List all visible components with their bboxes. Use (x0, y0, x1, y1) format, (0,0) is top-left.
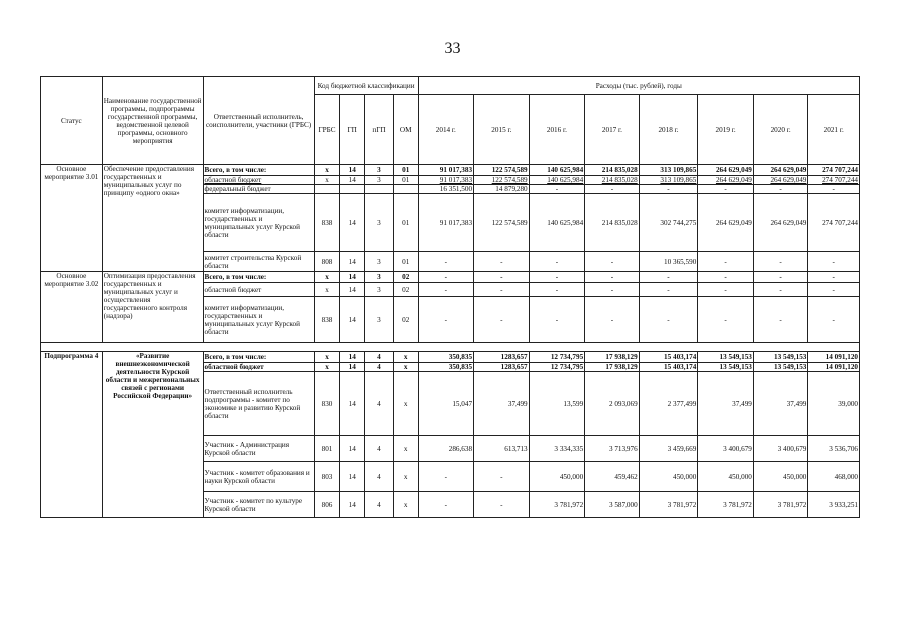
header-year: 2020 г. (753, 95, 808, 165)
row-value: 13 549,153 (698, 363, 754, 372)
row-value: - (474, 297, 530, 343)
row-value: 450,000 (529, 462, 585, 492)
row-value: 286,638 (418, 436, 474, 462)
row-value: - (529, 185, 585, 194)
row-value: - (585, 283, 640, 297)
row-value: - (529, 297, 585, 343)
header-budget-code: Код бюджетной классификации (314, 77, 418, 95)
row-code: 01 (393, 165, 418, 176)
row-value: - (418, 252, 474, 272)
row-value: 274 707,244 (808, 194, 860, 252)
row-code: 3 (365, 176, 394, 185)
row-code: x (314, 176, 340, 185)
row-value: 2 093,069 (585, 372, 640, 436)
row-value: - (474, 283, 530, 297)
row-value: - (585, 272, 640, 283)
row-value: 122 574,589 (474, 194, 530, 252)
row-code: x (314, 272, 340, 283)
row-code (314, 185, 340, 194)
row-value: - (639, 283, 698, 297)
header-year: 2014 г. (418, 95, 474, 165)
row-responsible: комитет строительства Курской области (203, 252, 314, 272)
row-value: - (639, 272, 698, 283)
row-value: 14 091,120 (808, 363, 860, 372)
header-year: 2019 г. (698, 95, 754, 165)
row-value: 37,499 (474, 372, 530, 436)
row-value: - (418, 297, 474, 343)
row-value: 350,835 (418, 363, 474, 372)
row-value: 13,599 (529, 372, 585, 436)
header-code-grbs: ГРБС (314, 95, 340, 165)
row-responsible: Всего, в том числе: (203, 165, 314, 176)
row-code: 4 (365, 462, 394, 492)
row-value: 1283,657 (474, 352, 530, 363)
row-value: 13 549,153 (753, 363, 808, 372)
row-value: - (808, 185, 860, 194)
row-code (340, 185, 365, 194)
row-value: 450,000 (698, 462, 754, 492)
row-value: - (418, 462, 474, 492)
row-code: 02 (393, 297, 418, 343)
row-status: Основное мероприятие 3.01 (41, 165, 103, 272)
header-year: 2016 г. (529, 95, 585, 165)
row-value: 3 587,000 (585, 492, 640, 518)
row-value: 264 629,049 (753, 176, 808, 185)
row-responsible: Всего, в том числе: (203, 272, 314, 283)
row-value: 140 625,984 (529, 176, 585, 185)
row-value: - (529, 252, 585, 272)
row-program-name: Обеспечение предоставления государственных и муниципальных услуг по принципу «одного окна» (102, 165, 203, 272)
row-code: 14 (340, 283, 365, 297)
row-value: - (753, 297, 808, 343)
row-value: - (529, 283, 585, 297)
row-code: 14 (340, 352, 365, 363)
row-value: - (753, 185, 808, 194)
row-code: 14 (340, 194, 365, 252)
row-code: x (393, 436, 418, 462)
row-value: - (418, 272, 474, 283)
row-code: x (314, 352, 340, 363)
row-program-name: Оптимизация предоставления государственных и муниципальных услуг и осуществления государственного контроля (надзора) (102, 272, 203, 343)
row-value: 3 781,972 (698, 492, 754, 518)
header-code-pgp: пГП (365, 95, 394, 165)
row-value: - (418, 283, 474, 297)
row-value: 302 744,275 (639, 194, 698, 252)
row-code: x (393, 372, 418, 436)
row-value: - (698, 283, 754, 297)
row-responsible: Ответственный исполнитель подпрограммы - комитет по экономике и развитию Курской области (203, 372, 314, 436)
row-value: 3 334,335 (529, 436, 585, 462)
row-value: 39,000 (808, 372, 860, 436)
row-responsible: областной бюджет (203, 363, 314, 372)
row-value: 122 574,589 (474, 176, 530, 185)
row-value: 450,000 (753, 462, 808, 492)
row-value: 613,713 (474, 436, 530, 462)
row-status: Подпрограмма 4 (41, 352, 103, 518)
row-code: x (314, 283, 340, 297)
row-value: 140 625,984 (529, 194, 585, 252)
row-code: 02 (393, 272, 418, 283)
row-value: 16 351,500 (418, 185, 474, 194)
row-responsible: комитет информатизации, государственных и муниципальных услуг Курской области (203, 194, 314, 252)
header-status: Статус (41, 77, 103, 165)
row-code: 01 (393, 194, 418, 252)
row-code: 3 (365, 165, 394, 176)
row-value: 214 835,028 (585, 194, 640, 252)
row-value: 15 403,174 (639, 363, 698, 372)
row-code: 14 (340, 372, 365, 436)
row-value: 214 835,028 (585, 165, 640, 176)
row-value: 13 549,153 (698, 352, 754, 363)
row-code: 838 (314, 297, 340, 343)
row-code: x (393, 492, 418, 518)
row-responsible: Участник - комитет по культуре Курской области (203, 492, 314, 518)
row-value: 12 734,795 (529, 352, 585, 363)
row-value: 140 625,984 (529, 165, 585, 176)
row-value: - (698, 297, 754, 343)
row-value: - (474, 252, 530, 272)
row-code: 14 (340, 492, 365, 518)
row-value: 274 707,244 (808, 165, 860, 176)
row-code: 14 (340, 176, 365, 185)
header-year: 2021 г. (808, 95, 860, 165)
row-responsible: Участник - Администрация Курской области (203, 436, 314, 462)
row-code: 4 (365, 492, 394, 518)
row-responsible: Всего, в том числе: (203, 352, 314, 363)
row-code: 14 (340, 297, 365, 343)
row-program-name: «Развитие внешнеэкономической деятельности Курской области и межрегиональных связей с регионами Российской Федерации» (102, 352, 203, 518)
row-value: 3 713,976 (585, 436, 640, 462)
row-code: x (393, 352, 418, 363)
row-value: - (753, 272, 808, 283)
header-year: 2015 г. (474, 95, 530, 165)
row-status: Основное мероприятие 3.02 (41, 272, 103, 343)
row-value: 264 629,049 (698, 176, 754, 185)
row-value: - (808, 283, 860, 297)
row-value: 14 091,120 (808, 352, 860, 363)
row-code: 808 (314, 252, 340, 272)
row-value: - (639, 185, 698, 194)
row-value: 214 835,028 (585, 176, 640, 185)
table-row (41, 352, 860, 363)
row-code: 02 (393, 283, 418, 297)
row-code: 14 (340, 436, 365, 462)
row-code: 803 (314, 462, 340, 492)
row-code: 801 (314, 436, 340, 462)
row-value: 468,000 (808, 462, 860, 492)
row-code: 3 (365, 252, 394, 272)
row-value: 2 377,499 (639, 372, 698, 436)
header-year: 2017 г. (585, 95, 640, 165)
row-value: 264 629,049 (753, 194, 808, 252)
row-value: 313 109,865 (639, 176, 698, 185)
row-value: 459,462 (585, 462, 640, 492)
row-code: 14 (340, 363, 365, 372)
row-code: 14 (340, 462, 365, 492)
spacer-row (41, 343, 860, 352)
row-code: 14 (340, 165, 365, 176)
row-code: x (314, 363, 340, 372)
row-value: 450,000 (639, 462, 698, 492)
row-code: x (314, 165, 340, 176)
row-value: 17 938,129 (585, 352, 640, 363)
row-code: 3 (365, 272, 394, 283)
row-code: 830 (314, 372, 340, 436)
row-value: - (753, 252, 808, 272)
row-value: - (753, 283, 808, 297)
row-value: 15,047 (418, 372, 474, 436)
row-code: 4 (365, 372, 394, 436)
row-value: 3 400,679 (753, 436, 808, 462)
header-code-gp: ГП (340, 95, 365, 165)
row-value: 17 938,129 (585, 363, 640, 372)
header-expenses: Расходы (тыс. рублей), годы (418, 77, 859, 95)
header-code-om: ОМ (393, 95, 418, 165)
row-value: 264 629,049 (698, 194, 754, 252)
row-code: 3 (365, 297, 394, 343)
row-code (365, 185, 394, 194)
row-code: 01 (393, 252, 418, 272)
row-value: 3 781,972 (529, 492, 585, 518)
row-code: x (393, 462, 418, 492)
table-row (41, 272, 860, 283)
row-value: 122 574,589 (474, 165, 530, 176)
row-value: - (639, 297, 698, 343)
row-responsible: Участник - комитет образования и науки Курской области (203, 462, 314, 492)
row-value: 264 629,049 (698, 165, 754, 176)
header-name: Наименование государственной программы, подпрограммы государственной программы, ведомственной целевой программы, основного мероприятия (102, 77, 203, 165)
row-value: - (585, 185, 640, 194)
row-value: 13 549,153 (753, 352, 808, 363)
header-responsible: Ответственный исполнитель, соисполнители, участники (ГРБС) (203, 77, 314, 165)
row-value: 37,499 (698, 372, 754, 436)
row-value: 3 536,706 (808, 436, 860, 462)
row-value: - (808, 272, 860, 283)
row-value: - (474, 492, 530, 518)
row-value: 3 400,679 (698, 436, 754, 462)
row-responsible: областной бюджет (203, 176, 314, 185)
row-code: 4 (365, 436, 394, 462)
row-code: 3 (365, 283, 394, 297)
row-value: - (698, 185, 754, 194)
row-value: 350,835 (418, 352, 474, 363)
row-code: 838 (314, 194, 340, 252)
row-code: 01 (393, 176, 418, 185)
row-value: 91 017,383 (418, 194, 474, 252)
row-value: - (808, 252, 860, 272)
row-code (393, 185, 418, 194)
row-value: 1283,657 (474, 363, 530, 372)
row-responsible: комитет информатизации, государственных и муниципальных услуг Курской области (203, 297, 314, 343)
table-body (41, 165, 860, 518)
row-value: 12 734,795 (529, 363, 585, 372)
row-value: - (418, 492, 474, 518)
row-code: 4 (365, 352, 394, 363)
row-value: - (698, 272, 754, 283)
row-value: - (808, 297, 860, 343)
row-value: - (474, 462, 530, 492)
table-row (41, 165, 860, 176)
row-code: 806 (314, 492, 340, 518)
row-code: 4 (365, 363, 394, 372)
row-value: 3 781,972 (753, 492, 808, 518)
row-code: 14 (340, 252, 365, 272)
row-value: - (585, 252, 640, 272)
row-value: 264 629,049 (753, 165, 808, 176)
row-value: 274 707,244 (808, 176, 860, 185)
row-code: 14 (340, 272, 365, 283)
header-year: 2018 г. (639, 95, 698, 165)
row-value: 3 781,972 (639, 492, 698, 518)
row-value: 313 109,865 (639, 165, 698, 176)
row-value: - (585, 297, 640, 343)
row-value: 15 403,174 (639, 352, 698, 363)
budget-table (40, 76, 860, 518)
row-value: 3 459,669 (639, 436, 698, 462)
page-number: 33 (444, 40, 461, 57)
row-code: x (393, 363, 418, 372)
row-value: 91 017,383 (418, 165, 474, 176)
row-value: 3 933,251 (808, 492, 860, 518)
row-value: - (474, 272, 530, 283)
row-value: - (529, 272, 585, 283)
row-value: 91 017,383 (418, 176, 474, 185)
row-value: - (698, 252, 754, 272)
row-value: 14 879,280 (474, 185, 530, 194)
row-code: 3 (365, 194, 394, 252)
row-responsible: федеральный бюджет (203, 185, 314, 194)
row-value: 10 365,590 (639, 252, 698, 272)
row-responsible: областной бюджет (203, 283, 314, 297)
row-value: 37,499 (753, 372, 808, 436)
